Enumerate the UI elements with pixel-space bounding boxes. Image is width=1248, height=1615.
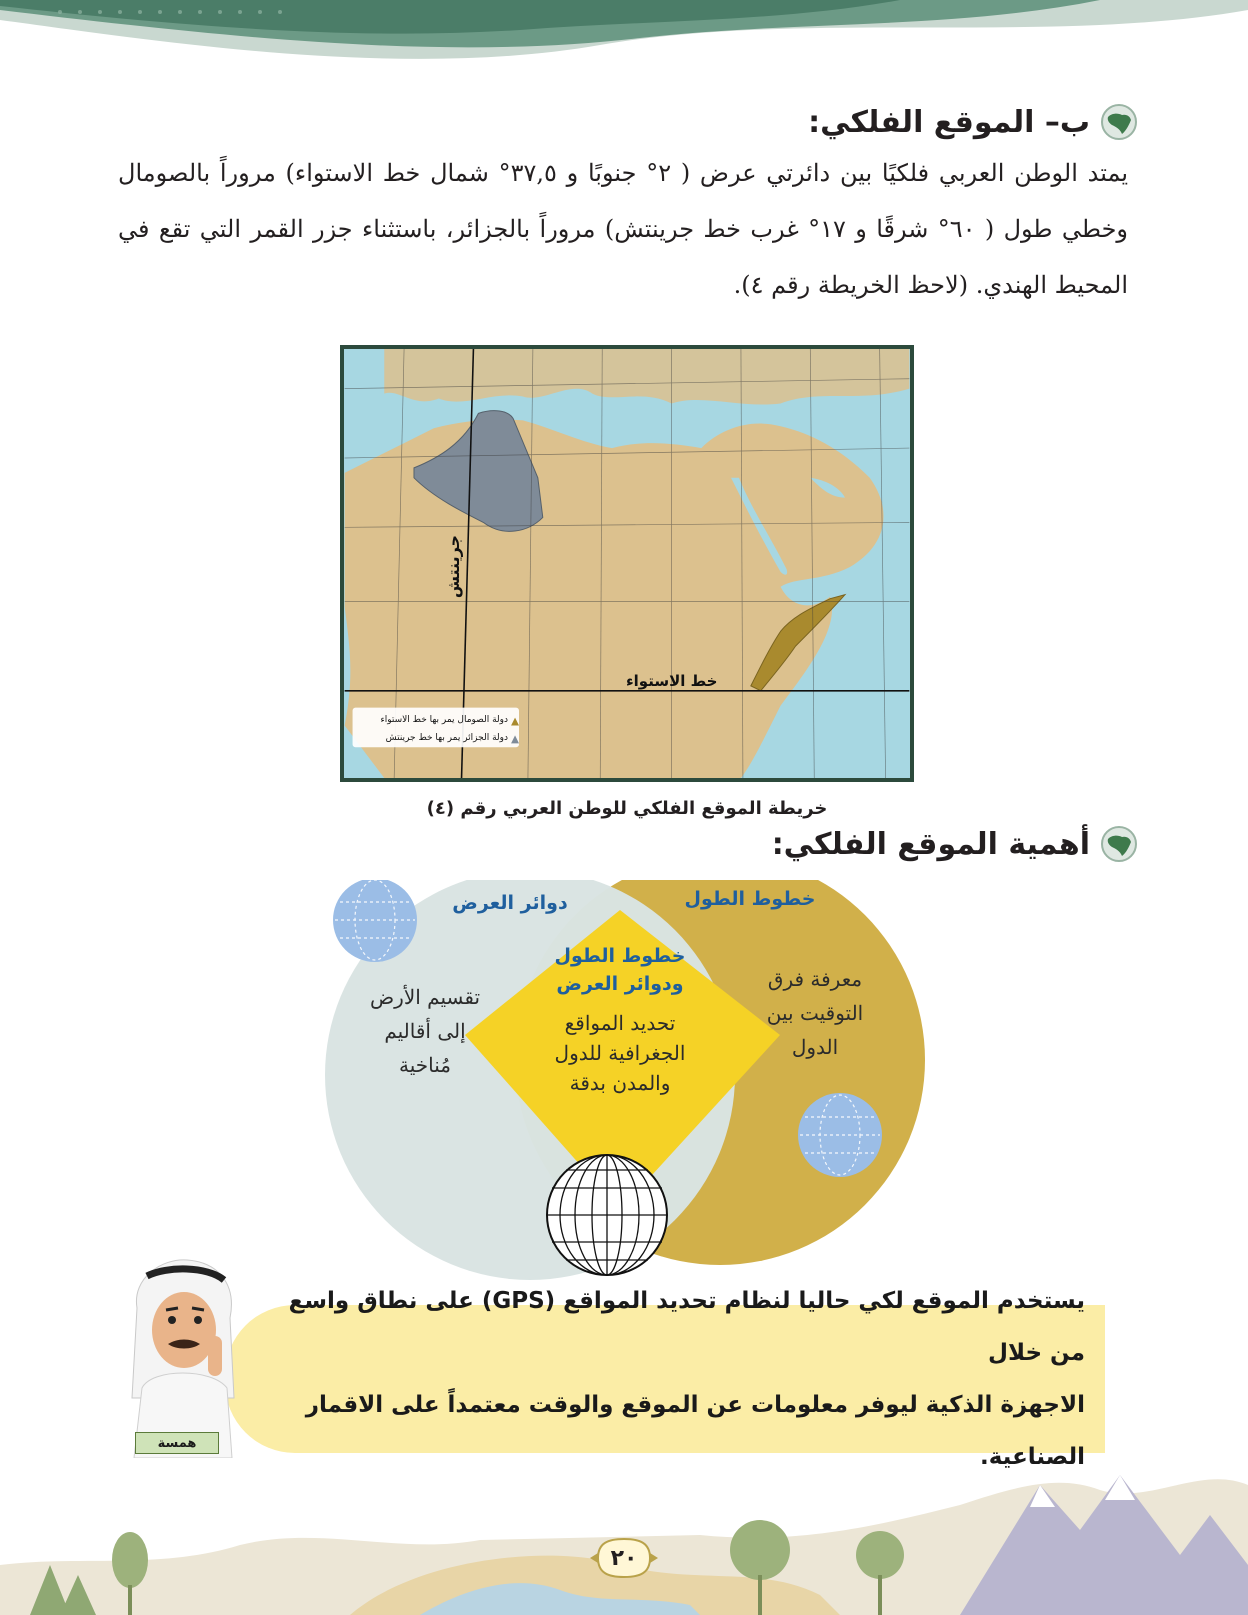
- center-body-line-1: تحديد المواقع: [564, 1011, 676, 1035]
- longitude-lines-title: خطوط الطول: [684, 888, 816, 910]
- longitude-importance-text: [740, 962, 890, 1064]
- importance-venn-diagram: [320, 880, 930, 1290]
- footer-landscape-decoration: [0, 1445, 1248, 1615]
- section-b-paragraph: يمتد الوطن العربي فلكيًا بين دائرتي عرض ( ٢° جنوبًا و ٣٧,٥° شمال خط الاستواء) مروراً بالصومال وخطي طول ( ٦٠° شرقًا و ١٧° غرب خط جرينتش) مروراً بالجزائر، باستثناء جزر القمر التي تقع في المحيط الهندي. (لاحظ الخريطة رقم ٤).: [118, 159, 1128, 299]
- legend-somalia: دولة الصومال يمر بها خط الاستواء: [380, 715, 508, 725]
- equator-label: خط الاستواء: [626, 672, 718, 690]
- map-illustration: [344, 349, 910, 778]
- importance-heading-text: أهمية الموقع الفلكي:: [771, 826, 1090, 862]
- arab-world-globe-icon: [1100, 825, 1138, 863]
- center-title-line-1: خطوط الطول: [554, 945, 686, 967]
- tip-badge: همسة: [135, 1432, 219, 1454]
- center-body-line-3: والمدن بدقة: [569, 1071, 671, 1095]
- center-body: [525, 1008, 715, 1098]
- latitude-line-3: مُناخية: [399, 1053, 451, 1077]
- page-number: [588, 1535, 660, 1581]
- longitude-line-2: التوقيت بين: [766, 1001, 864, 1025]
- section-b-heading: [808, 100, 1138, 144]
- latitude-importance-text: [350, 980, 500, 1082]
- center-title-line-2: ودوائر العرض: [556, 973, 684, 995]
- section-b-heading-text: ب– الموقع الفلكي:: [808, 104, 1090, 140]
- latitude-line-2: إلى أقاليم: [384, 1019, 466, 1043]
- map-caption: خريطة الموقع الفلكي للوطن العربي رقم (٤): [426, 798, 828, 819]
- latitude-circles-title: دوائر العرض: [452, 892, 568, 914]
- longitude-line-1: معرفة فرق: [767, 967, 863, 991]
- character-illustration: [112, 1248, 252, 1458]
- legend-algeria: دولة الجزائر يمر بها خط جرينتش: [385, 733, 508, 743]
- greenwich-label: جرينتش: [444, 534, 464, 599]
- arab-world-globe-icon: [1100, 103, 1138, 141]
- page-number-text: ٢٠: [610, 1545, 638, 1571]
- longitude-line-3: الدول: [791, 1035, 839, 1059]
- center-body-line-2: الجغرافية للدول: [554, 1041, 686, 1065]
- latitude-line-1: تقسيم الأرض: [369, 985, 481, 1009]
- astronomical-location-map: [340, 345, 914, 782]
- tip-text-line-1: يستخدم الموقع لكي حاليا لنظام تحديد المواقع (GPS) على نطاق واسع من خلال: [288, 1288, 1085, 1366]
- importance-heading: [772, 822, 1138, 866]
- tip-box: [225, 1288, 1105, 1470]
- center-title: [530, 942, 710, 998]
- tip-text-line-2: الاجهزة الذكية ليوفر معلومات عن الموقع والوقت معتمداً على الاقمار الصناعية.: [305, 1392, 1085, 1470]
